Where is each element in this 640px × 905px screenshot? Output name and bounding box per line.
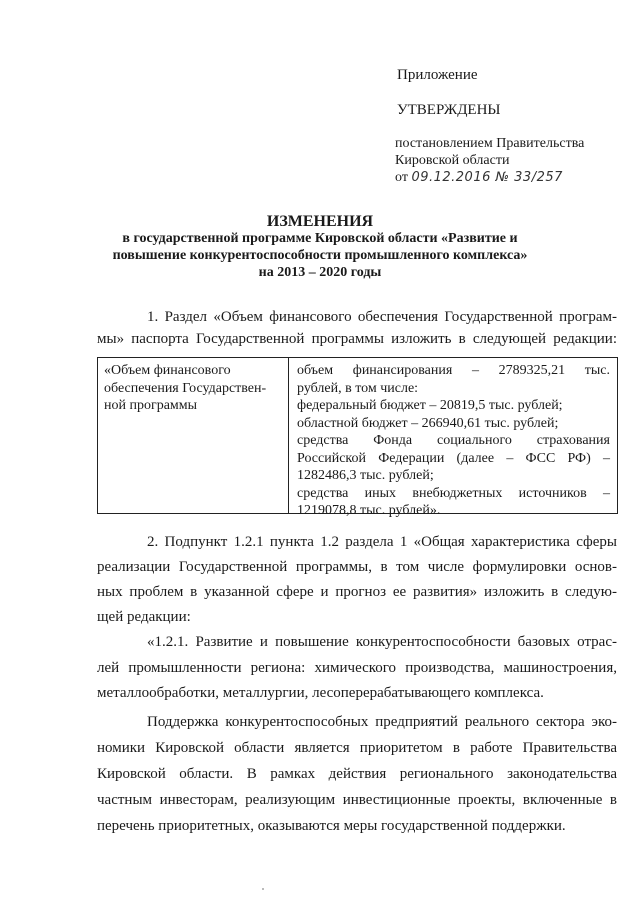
funding-table [97, 357, 618, 518]
resolution-line-1: постановлением Правительства [395, 136, 585, 151]
table-right-line: Российской Федерации (далее – ФСС РФ) – [297, 450, 610, 466]
table-right-line: средства иных внебюджетных источников – [297, 485, 610, 501]
table-left-line: обеспечения Государствен- [104, 380, 267, 396]
title-line-3: на 2013 – 2020 годы [258, 265, 382, 280]
paragraph-support-line-5: перечень приоритетных, оказываются меры государственной поддержки. [97, 818, 566, 834]
section-1-line-1: 1. Раздел «Объем финансового обеспечения Государственной програм- [147, 309, 617, 325]
section-2-line-2: реализации Государственной программы, в том числе формулировки основ- [97, 559, 617, 575]
table-right-line: объем финансирования – 2789325,21 тыс. [297, 363, 610, 378]
resolution-date-prefix: от [395, 170, 408, 185]
resolution-handwritten-date-number: 09.12.2016 № 33/257 [411, 170, 563, 185]
section-2-line-4: щей редакции: [97, 609, 191, 625]
table-right-cell [297, 362, 610, 520]
table-left-line: ной программы [104, 398, 198, 413]
title-line-2: повышение конкурентоспособности промышленного комплекса» [112, 248, 528, 263]
table-left-line: «Объем финансового [104, 363, 231, 378]
approved-label: УТВЕРЖДЕНЫ [397, 102, 501, 118]
paragraph-support-line-4: частным инвесторам, реализующим инвестиционные проекты, включенные в [97, 792, 617, 808]
appendix-label: Приложение [397, 67, 478, 83]
table-right-line: 1282486,3 тыс. рублей; [297, 468, 434, 483]
title-line-1: в государственной программе Кировской области «Развитие и [122, 231, 518, 246]
paragraph-121-line-3: металлообработки, металлургии, лесоперерабатывающего комплекса. [97, 685, 544, 701]
resolution-date-line [395, 170, 563, 186]
table-right-line: рублей, в том числе: [297, 380, 419, 396]
table-right-line: областной бюджет – 266940,61 тыс. рублей; [297, 415, 559, 431]
paragraph-support-line-2: номики Кировской области является приоритетом в работе Правительства [97, 740, 617, 756]
table-right-line: федеральный бюджет – 20819,5 тыс. рублей; [297, 398, 563, 413]
table-right-line: средства Фонда социального страхования [297, 433, 610, 448]
table-left-cell [104, 362, 266, 415]
table-right-line: 1219078,8 тыс. рублей». [297, 503, 441, 518]
paragraph-121-line-1: «1.2.1. Развитие и повышение конкурентоспособности базовых отрас- [147, 634, 617, 650]
paragraph-121-line-2: лей промышленности региона: химического производства, машиностроения, [97, 660, 617, 676]
document-heading: ИЗМЕНЕНИЯ [266, 213, 374, 230]
section-2-line-1: 2. Подпункт 1.2.1 пункта 1.2 раздела 1 «Общая характеристика сферы [147, 534, 617, 550]
section-2-line-3: ных проблем в указанной сфере и прогноз ее развития» изложить в следую- [97, 584, 617, 600]
table-column-divider [288, 358, 289, 513]
paragraph-support-line-3: Кировской области. В рамках действия регионального законодательства [97, 766, 617, 782]
paragraph-support-line-1: Поддержка конкурентоспособных предприятий реального сектора эко- [147, 714, 617, 730]
resolution-line-2: Кировской области [395, 153, 510, 168]
scan-speck [262, 888, 264, 890]
section-1-line-2: мы» паспорта Государственной программы изложить в следующей редакции: [97, 331, 617, 347]
